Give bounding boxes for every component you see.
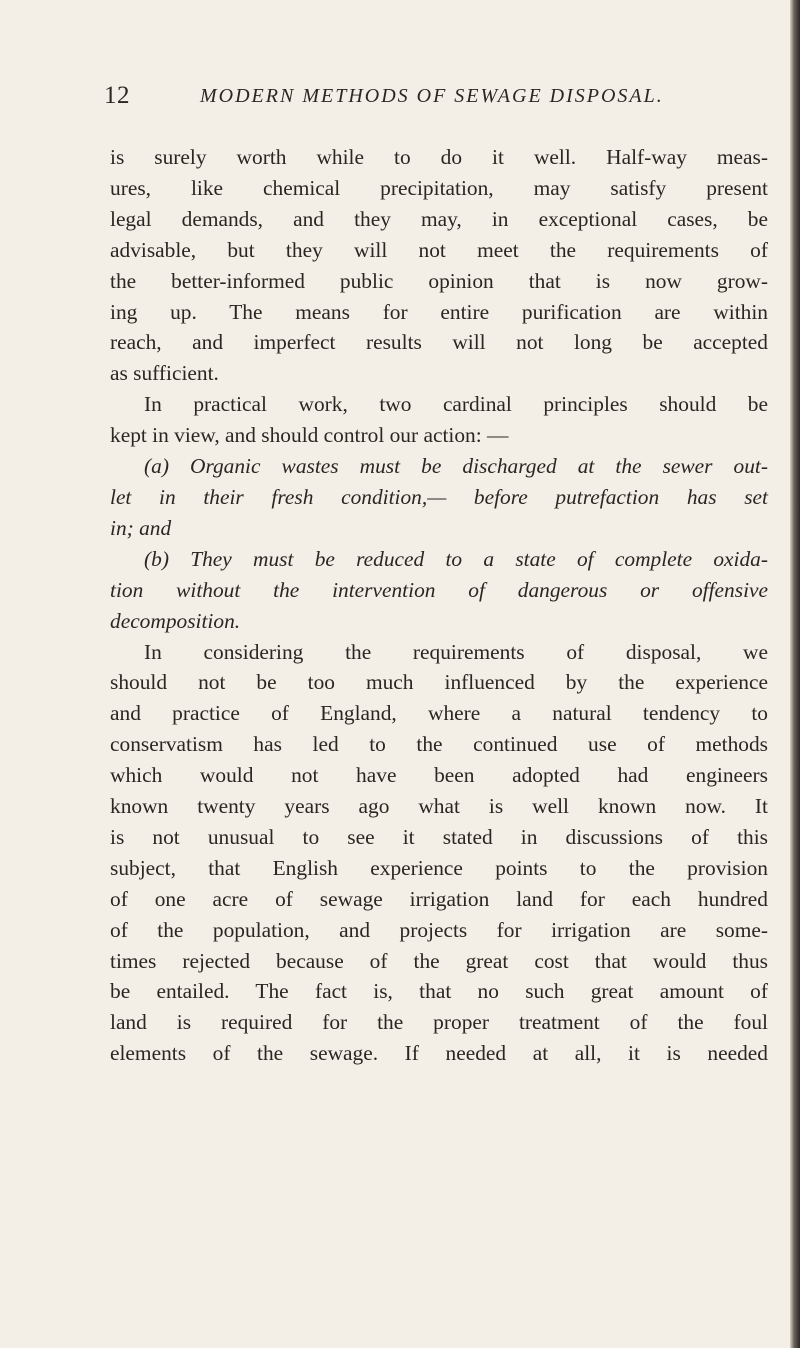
text-line: In considering the requirements of disposal, we [144, 639, 768, 664]
text-line: times rejected because of the great cost that would thus [110, 948, 768, 973]
body-text [110, 142, 768, 1069]
text-line: decomposition. [110, 608, 241, 633]
text-line: In practical work, two cardinal principles should be [144, 392, 768, 417]
page-number: 12 [104, 82, 130, 109]
text-line: known twenty years ago what is well known now. It [110, 794, 768, 819]
text-line: and practice of England, where a natural tendency to [110, 701, 768, 726]
text-line: let in their fresh condition,— before putrefaction has set [110, 484, 768, 509]
text-line: of the population, and projects for irrigation are some- [110, 917, 768, 942]
text-line: elements of the sewage. If needed at all, it is needed [110, 1041, 768, 1066]
text-line: should not be too much influenced by the experience [110, 670, 768, 695]
text-line: be entailed. The fact is, that no such great amount of [110, 979, 768, 1004]
text-line: in; and [110, 515, 172, 540]
text-line: (b) They must be reduced to a state of complete oxida- [144, 546, 768, 571]
running-title: MODERN METHODS OF SEWAGE DISPOSAL. [200, 85, 664, 107]
text-line: as sufficient. [110, 361, 219, 386]
text-line: subject, that English experience points to the provision [110, 855, 768, 880]
text-line: land is required for the proper treatment of the foul [110, 1010, 768, 1035]
text-line: legal demands, and they may, in exceptional cases, be [110, 206, 768, 231]
text-line: (a) Organic wastes must be discharged at the sewer out- [144, 454, 768, 479]
text-line: kept in view, and should control our action: — [110, 423, 509, 448]
text-line: is surely worth while to do it well. Half-way meas- [110, 145, 768, 169]
text-line: conservatism has led to the continued use of methods [110, 732, 768, 757]
text-line: the better-informed public opinion that is now grow- [110, 268, 768, 293]
text-line: ures, like chemical precipitation, may satisfy present [110, 175, 768, 200]
page-header [104, 82, 724, 116]
page-edge-shadow [790, 0, 800, 1348]
text-line: advisable, but they will not meet the requirements of [110, 237, 768, 262]
text-line: is not unusual to see it stated in discussions of this [110, 824, 768, 849]
text-line: which would not have been adopted had engineers [110, 763, 768, 788]
text-line: of one acre of sewage irrigation land for each hundred [110, 886, 768, 911]
text-line: tion without the intervention of dangerous or offensive [110, 577, 768, 602]
text-line: ing up. The means for entire purification are within [110, 299, 768, 324]
text-line: reach, and imperfect results will not long be accepted [110, 330, 768, 355]
